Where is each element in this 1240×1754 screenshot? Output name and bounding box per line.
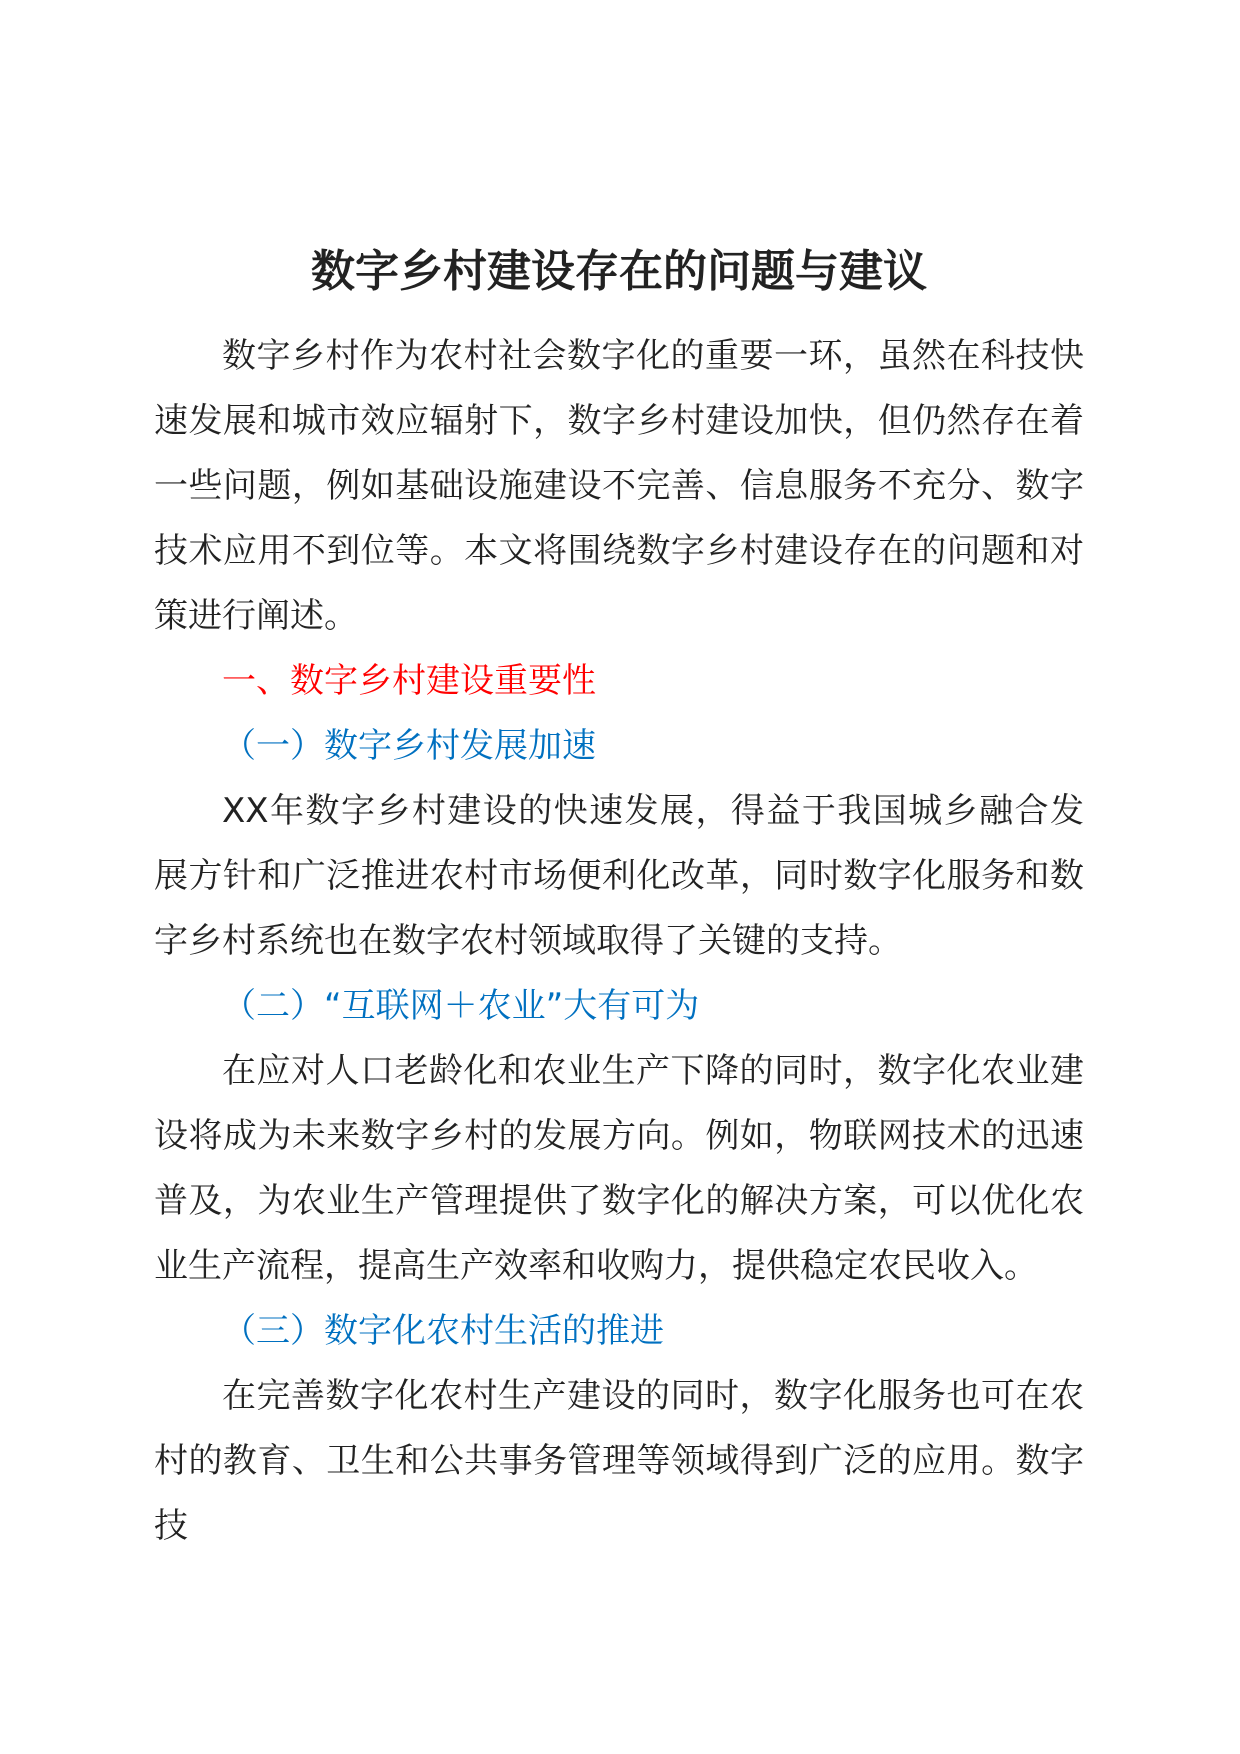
intro-paragraph: 数字乡村作为农村社会数字化的重要一环，虽然在科技快速发展和城市效应辐射下，数字乡村建设加快，但仍然存在着一些问题，例如基础设施建设不完善、信息服务不充分、数字技术应用不到位等。本文将围绕数字乡村建设存在的问题和对策进行阐述。	[154, 336, 1084, 636]
subsection-heading-3: （三）数字化农村生活的推进	[222, 1311, 664, 1351]
subsection-heading-1: （一）数字乡村发展加速	[222, 726, 596, 766]
subsection-paragraph-2: 在应对人口老龄化和农业生产下降的同时，数字化农业建设将成为未来数字乡村的发展方向。例如，物联网技术的迅速普及，为农业生产管理提供了数字化的解决方案，可以优化农业生产流程，提高生产效率和收购力，提供稳定农民收入。	[154, 1051, 1084, 1286]
document-page	[154, 240, 1084, 1559]
subsection-paragraph-1: XX年数字乡村建设的快速发展，得益于我国城乡融合发展方针和广泛推进农村市场便利化改革，同时数字化服务和数字乡村系统也在数字农村领域取得了关键的支持。	[154, 791, 1084, 961]
subsection-paragraph-3: 在完善数字化农村生产建设的同时，数字化服务也可在农村的教育、卫生和公共事务管理等领域得到广泛的应用。数字技	[154, 1376, 1084, 1546]
document-title: 数字乡村建设存在的问题与建议	[311, 246, 927, 297]
subsection-heading-2: （二）“互联网＋农业”大有可为	[222, 986, 700, 1026]
section-heading-1: 一、数字乡村建设重要性	[222, 661, 596, 701]
